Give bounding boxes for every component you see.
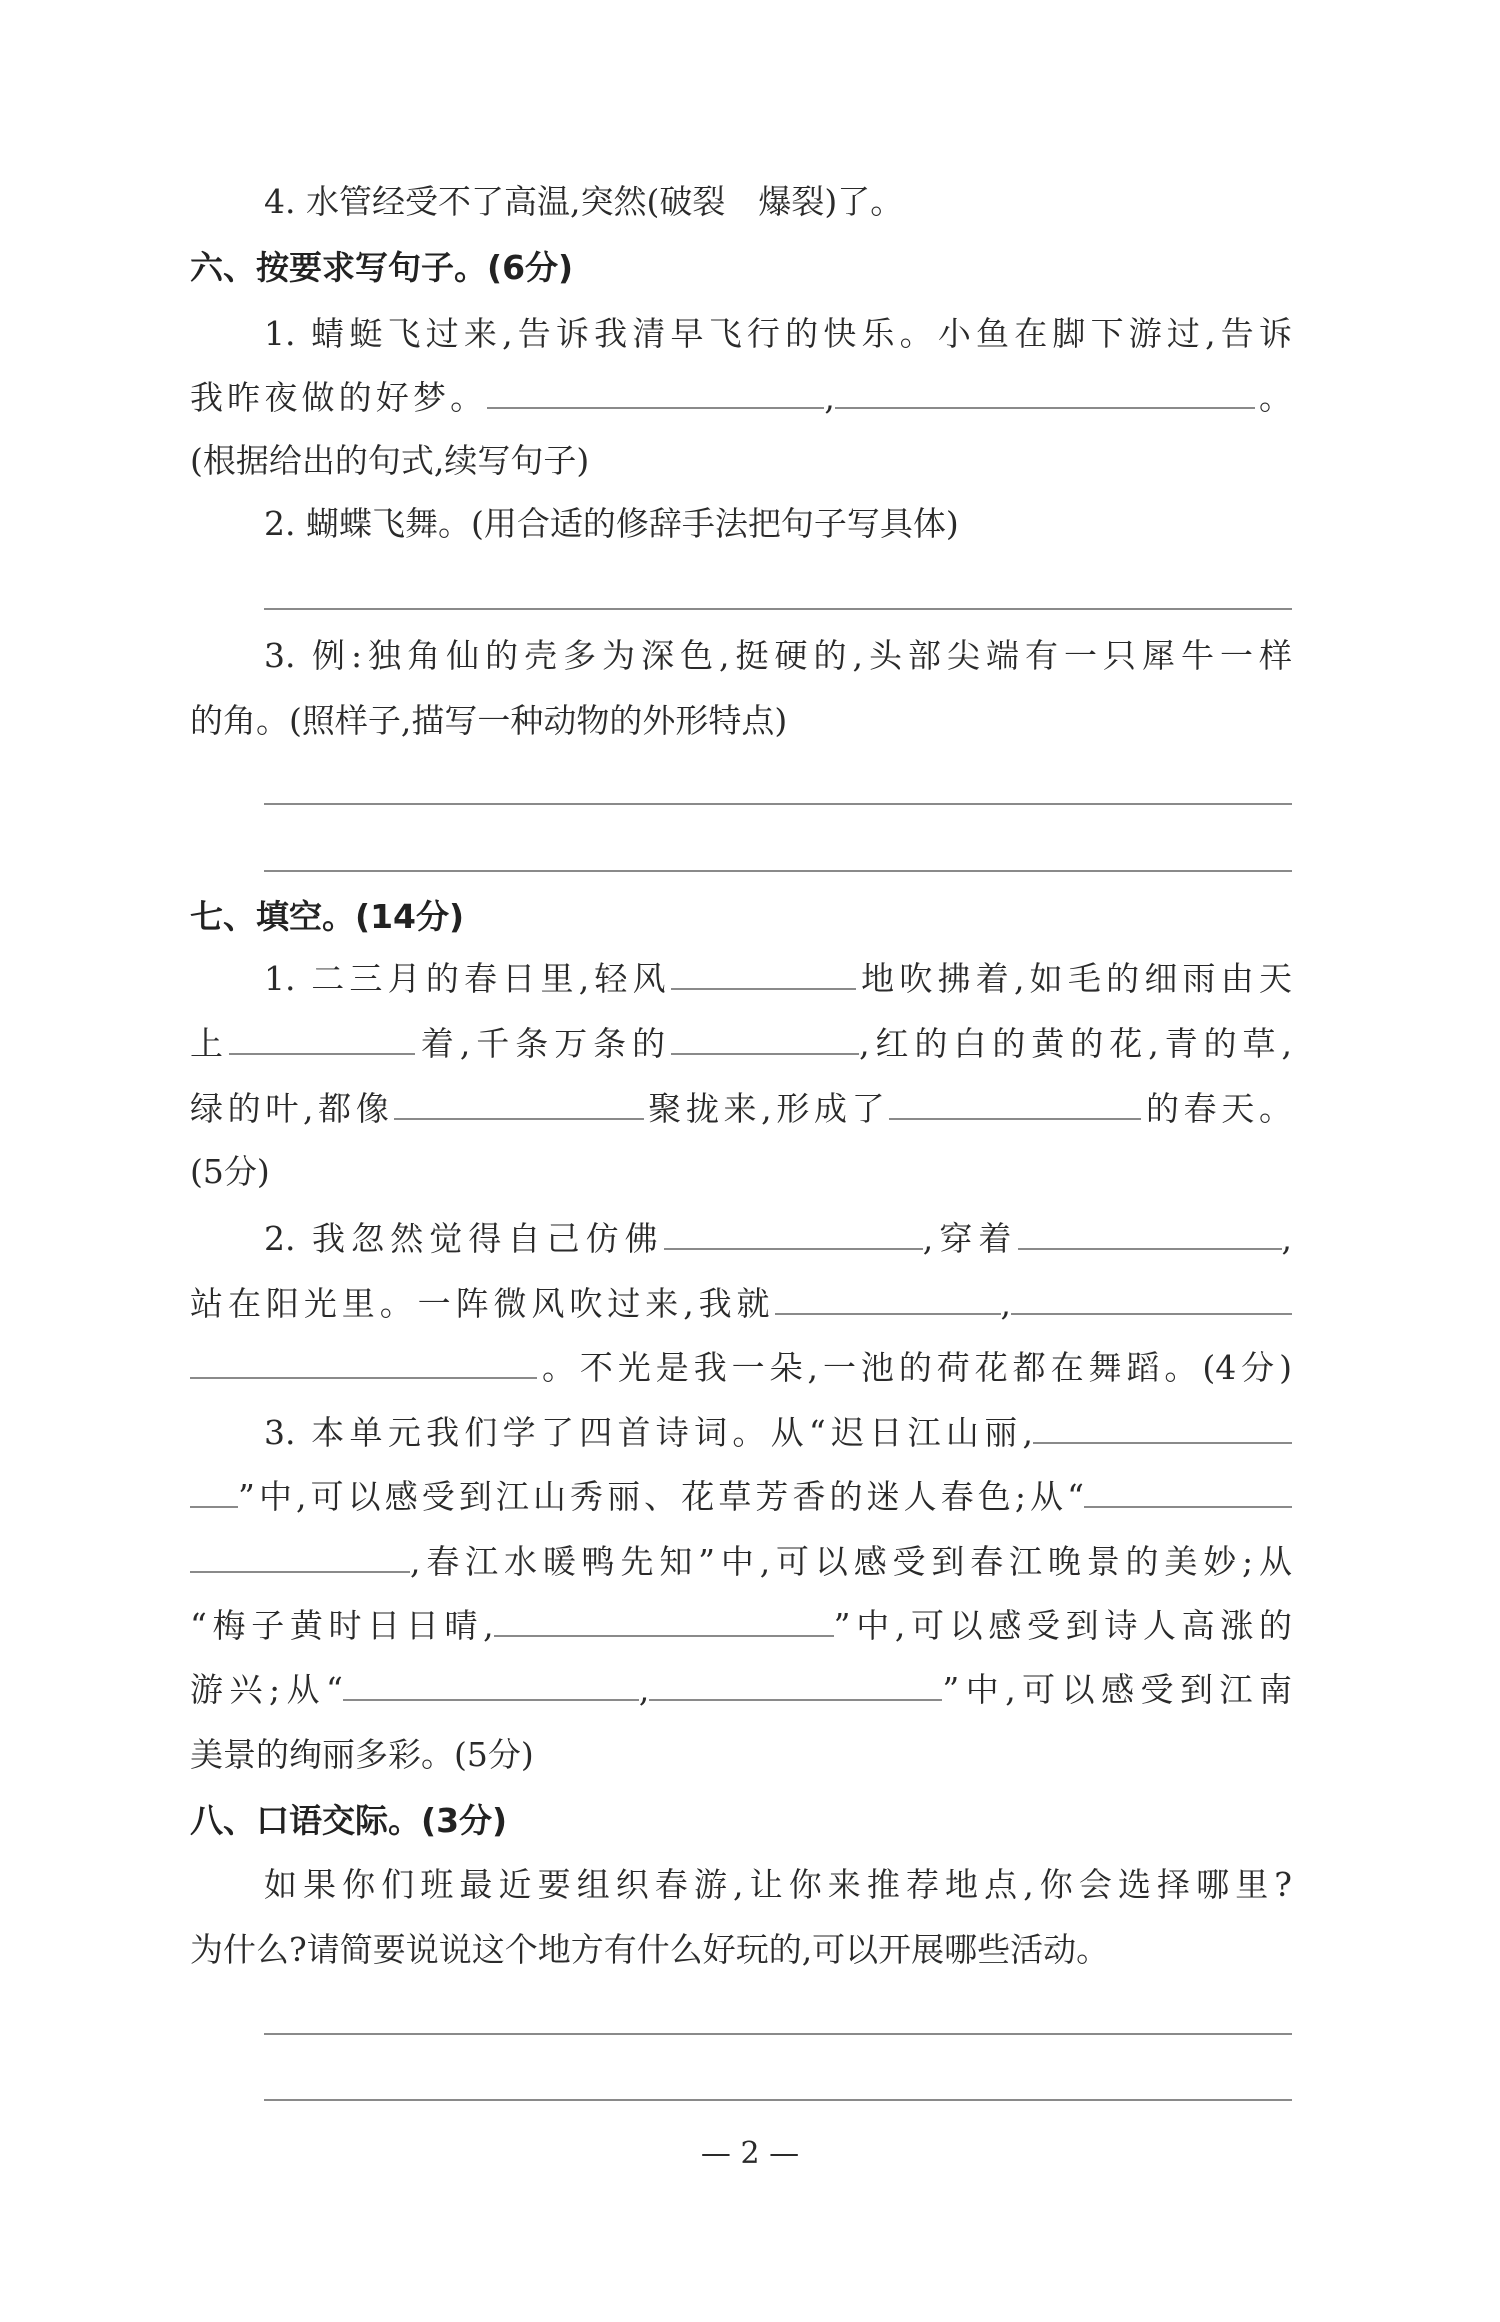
text: , <box>638 1670 650 1709</box>
answer-blank[interactable] <box>671 1023 859 1055</box>
text: 站在阳光里。一阵微风吹过来,我就 <box>190 1284 775 1323</box>
text: 绿的叶,都像 <box>190 1089 394 1128</box>
text: 。 <box>1254 378 1293 417</box>
text: 聚拢来,形成了 <box>643 1089 890 1128</box>
answer-blank[interactable] <box>671 958 856 990</box>
answer-blank[interactable] <box>835 377 1255 409</box>
answer-line[interactable] <box>264 870 1292 872</box>
answer-blank[interactable] <box>889 1088 1141 1120</box>
question-7-3-line2 <box>190 1475 1292 1519</box>
text: ”中,可以感受到江山秀丽、花草芳香的迷人春色;从“ <box>238 1477 1084 1516</box>
question-7-1-line2 <box>190 1022 1292 1066</box>
text: , <box>1000 1284 1011 1323</box>
question-7-3-line5 <box>190 1668 1292 1712</box>
answer-line[interactable] <box>264 608 1292 610</box>
answer-line[interactable] <box>264 2099 1292 2101</box>
question-7-3-line1 <box>264 1411 1292 1455</box>
text: 1. 二三月的春日里,轻风 <box>264 959 671 998</box>
text: 游兴;从“ <box>190 1670 343 1709</box>
section-6-title: 六、按要求写句子。(6分) <box>190 248 574 287</box>
question-7-3-line3 <box>190 1540 1292 1584</box>
question-7-1-score: (5分) <box>190 1152 270 1191</box>
section-8-title: 八、口语交际。(3分) <box>190 1801 508 1840</box>
question-7-3-line4 <box>190 1604 1292 1648</box>
answer-blank[interactable] <box>494 1605 834 1637</box>
text: 3. 本单元我们学了四首诗词。从“迟日江山丽, <box>264 1413 1033 1452</box>
answer-blank[interactable] <box>1033 1412 1292 1444</box>
question-8-line1: 如果你们班最近要组织春游,让你来推荐地点,你会选择哪里? <box>264 1865 1292 1904</box>
text: ,穿着 <box>922 1219 1018 1258</box>
text: , <box>1281 1219 1292 1258</box>
question-6-2: 2. 蝴蝶飞舞。(用合适的修辞手法把句子写具体) <box>264 504 959 543</box>
question-7-3-line6: 美景的绚丽多彩。(5分) <box>190 1735 534 1774</box>
section-7-title: 七、填空。(14分) <box>190 897 465 936</box>
question-6-1-hint: (根据给出的句式,续写句子) <box>190 441 590 480</box>
question-6-3-line2: 的角。(照样子,描写一种动物的外形特点) <box>190 701 788 740</box>
question-7-1-line3 <box>190 1087 1292 1131</box>
text: ,红的白的黄的花,青的草, <box>859 1024 1292 1063</box>
text: , <box>824 378 835 417</box>
answer-blank[interactable] <box>487 377 824 409</box>
text: 上 <box>190 1024 229 1063</box>
text: ”中,可以感受到诗人高涨的 <box>833 1606 1292 1645</box>
answer-blank[interactable] <box>229 1023 415 1055</box>
question-5-4: 4. 水管经受不了高温,突然(破裂 爆裂)了。 <box>264 182 904 221</box>
page-number: — 2 — <box>700 2136 800 2171</box>
text: “梅子黄时日日晴, <box>190 1606 494 1645</box>
answer-blank[interactable] <box>190 1347 537 1379</box>
text: 2. 我忽然觉得自己仿佛 <box>264 1219 664 1258</box>
text: 着,千条万条的 <box>414 1024 672 1063</box>
answer-blank[interactable] <box>190 1541 410 1573</box>
answer-blank[interactable] <box>1084 1476 1292 1508</box>
question-7-2-line1 <box>264 1217 1292 1261</box>
text: ”中,可以感受到江南 <box>942 1670 1292 1709</box>
answer-blank[interactable] <box>1018 1218 1282 1250</box>
question-7-1-line1 <box>264 957 1292 1001</box>
text: ,春江水暖鸭先知”中,可以感受到春江晚景的美妙;从 <box>410 1542 1292 1581</box>
text: 的春天。 <box>1141 1089 1292 1128</box>
answer-line[interactable] <box>264 2033 1292 2035</box>
answer-blank[interactable] <box>649 1669 942 1701</box>
answer-line[interactable] <box>264 803 1292 805</box>
question-7-2-line2 <box>190 1282 1292 1326</box>
answer-blank[interactable] <box>775 1283 1001 1315</box>
answer-blank[interactable] <box>1011 1283 1292 1315</box>
question-6-1-line2 <box>190 376 1292 420</box>
answer-blank[interactable] <box>394 1088 644 1120</box>
question-6-1-line1: 1. 蜻蜓飞过来,告诉我清早飞行的快乐。小鱼在脚下游过,告诉 <box>264 314 1292 353</box>
question-6-3-line1: 3. 例:独角仙的壳多为深色,挺硬的,头部尖端有一只犀牛一样 <box>264 636 1292 675</box>
question-8-line2: 为什么?请简要说说这个地方有什么好玩的,可以开展哪些活动。 <box>190 1930 1110 1969</box>
text: 我昨夜做的好梦。 <box>190 378 488 417</box>
question-7-2-line3 <box>190 1346 1292 1390</box>
answer-blank[interactable] <box>190 1476 238 1508</box>
text: 。不光是我一朵,一池的荷花都在舞蹈。(4分) <box>537 1348 1292 1387</box>
answer-blank[interactable] <box>664 1218 923 1250</box>
answer-blank[interactable] <box>343 1669 639 1701</box>
text: 地吹拂着,如毛的细雨由天 <box>855 959 1292 998</box>
